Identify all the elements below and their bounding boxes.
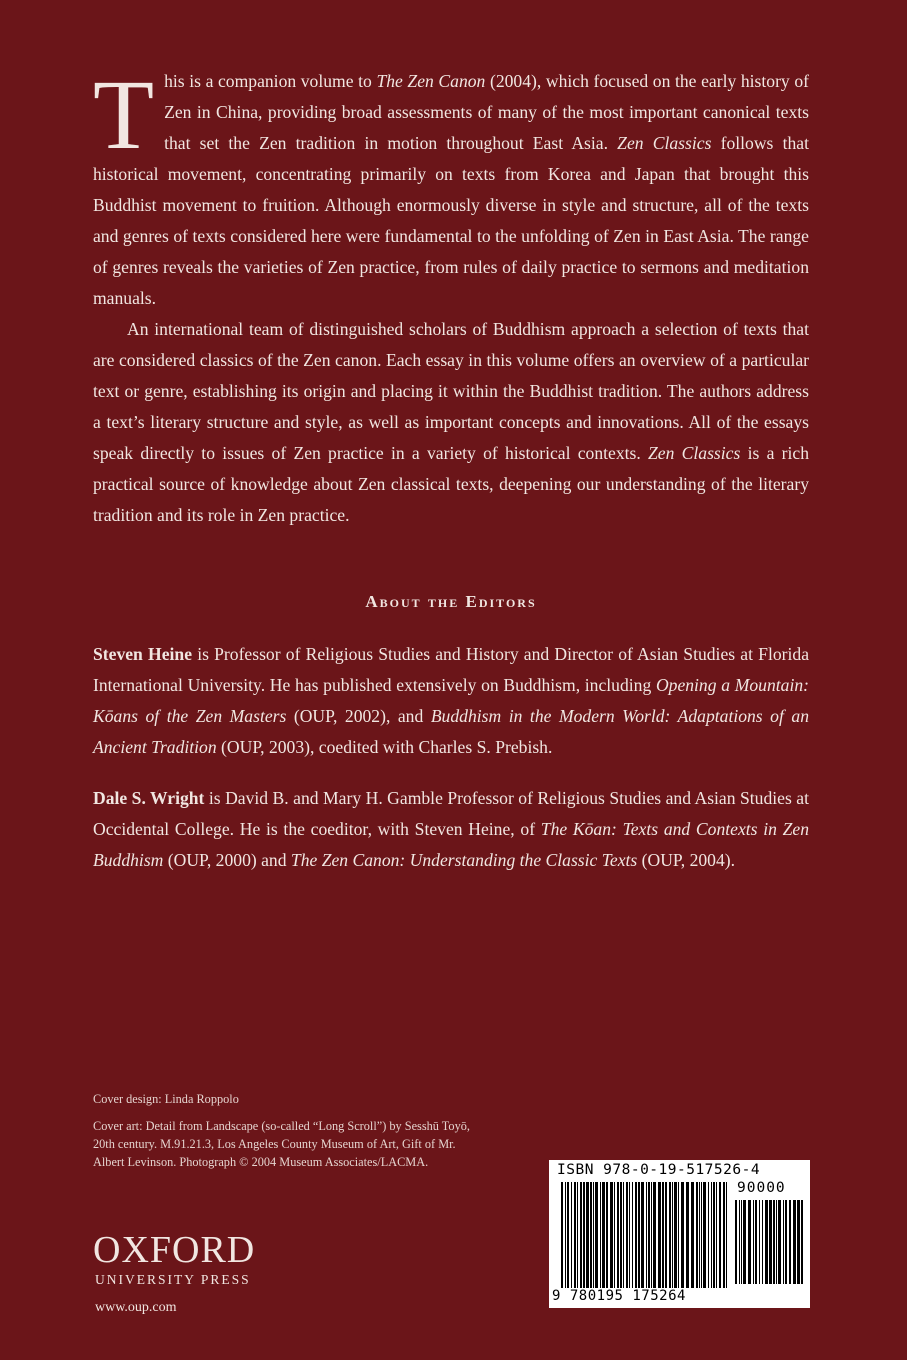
barcode-bar: [586, 1182, 589, 1288]
barcode-bar: [614, 1182, 615, 1288]
barcode-bar: [561, 1182, 563, 1288]
barcode-bars-main: [561, 1182, 727, 1288]
publisher-logo: [93, 1230, 293, 1316]
barcode-bar: [678, 1182, 679, 1288]
cover-credits: [93, 1090, 483, 1180]
barcode-bar: [743, 1200, 746, 1284]
barcode-bar: [726, 1182, 727, 1288]
barcode-bar: [793, 1200, 796, 1284]
barcode-bar: [669, 1182, 671, 1288]
cover-art-credit: Cover art: Detail from Landscape (so-called “Long Scroll”) by Sesshū Toyō, 20th century. M.91.21.3, Los Angeles County Museum of Art, Gift of Mr. Albert Levinson. Photograph © 2004 Museum Associates/LACMA.: [93, 1119, 470, 1169]
barcode-bar: [785, 1200, 787, 1284]
blurb-paragraph-2: [93, 314, 809, 531]
barcode-bar: [583, 1182, 585, 1288]
isbn-barcode: [549, 1160, 810, 1308]
drop-cap: T: [93, 59, 155, 170]
publisher-name: OXFORD: [93, 1229, 256, 1271]
barcode-bar: [648, 1182, 650, 1288]
barcode-bar: [778, 1200, 781, 1284]
barcode-bar: [635, 1182, 637, 1288]
barcode-bar: [617, 1182, 619, 1288]
barcode-bar: [623, 1182, 624, 1288]
barcode-bar: [703, 1182, 706, 1288]
barcode-bar: [713, 1182, 715, 1288]
italic-title: Opening a Mountain: Kōans of the Zen Masters: [93, 675, 809, 726]
italic-title: Zen Classics: [648, 443, 741, 463]
barcode-bar: [590, 1182, 592, 1288]
barcode-digits: 9 780195 175264: [552, 1288, 686, 1304]
barcode-bar: [638, 1182, 640, 1288]
editor-name: Dale S. Wright: [93, 788, 205, 808]
italic-title: The Kōan: Texts and Contexts in Zen Buddhism: [93, 819, 809, 870]
barcode-bar: [577, 1182, 578, 1288]
price-addon-label: 90000: [737, 1180, 786, 1196]
publisher-url: www.oup.com: [95, 1300, 177, 1315]
italic-title: Zen Classics: [617, 133, 712, 153]
barcode-bar: [632, 1182, 633, 1288]
editors-section: [93, 639, 809, 896]
barcode-bar: [797, 1200, 800, 1284]
text-run: (2004), which focused on the early history of Zen in China, providing broad assessments of many of the most important canonical texts that set the Zen tradition in motion throughout East Asia.: [164, 71, 809, 153]
about-editors-heading: About the Editors: [365, 592, 537, 611]
italic-title: Buddhism in the Modern World: Adaptations of an Ancient Tradition: [93, 706, 809, 757]
barcode-bar: [741, 1200, 742, 1284]
editor-bio-heine: [93, 639, 809, 763]
barcode-bar: [735, 1200, 737, 1284]
barcode-bar: [665, 1182, 667, 1288]
text-run: is a rich practical source of knowledge about Zen classical texts, deepening our understanding of the literary tradition and its role in Zen practice.: [93, 443, 809, 525]
publisher-press: UNIVERSITY PRESS: [95, 1272, 251, 1287]
barcode-bar: [753, 1200, 754, 1284]
barcode-bar: [765, 1200, 768, 1284]
barcode-bar: [701, 1182, 702, 1288]
barcode-bar: [686, 1182, 689, 1288]
barcode-bar: [759, 1200, 760, 1284]
barcode-bar: [708, 1182, 709, 1288]
editor-bio-wright: [93, 783, 809, 876]
barcode-bar: [776, 1200, 777, 1284]
isbn-label: ISBN 978-0-19-517526-4: [557, 1162, 761, 1178]
barcode-bar: [574, 1182, 576, 1288]
description-blurb: [93, 59, 809, 531]
barcode-bar: [789, 1200, 791, 1284]
editor-name: Steven Heine: [93, 644, 193, 664]
text-run: his is a companion volume to: [164, 71, 377, 91]
blurb-paragraph-1-text: [93, 59, 809, 308]
barcode-bar: [674, 1182, 677, 1288]
barcode-bar: [716, 1182, 717, 1288]
barcode-bar: [646, 1182, 647, 1288]
barcode-bar: [681, 1182, 684, 1288]
barcode-bar: [672, 1182, 673, 1288]
barcode-bar: [783, 1200, 784, 1284]
barcode-bar: [755, 1200, 757, 1284]
barcode-bar: [711, 1182, 712, 1288]
barcode-bar: [641, 1182, 644, 1288]
barcode-bar: [602, 1182, 605, 1288]
barcode-bar: [748, 1200, 751, 1284]
barcode-bar: [567, 1182, 569, 1288]
barcode-bar: [696, 1182, 698, 1288]
text-run: (OUP, 2002), and: [286, 706, 431, 726]
barcode-bar: [719, 1182, 721, 1288]
barcode-bar: [662, 1182, 664, 1288]
barcode-bar: [762, 1200, 763, 1284]
barcode-bar: [769, 1200, 772, 1284]
barcode-bar: [600, 1182, 601, 1288]
cover-design-credit: Cover design: Linda Roppolo: [93, 1092, 239, 1106]
barcode-bar: [626, 1182, 628, 1288]
text-run: follows that historical movement, concentrating primarily on texts from Korea and Japan that brought this Buddhist movement to fruition. Although enormously diverse in style and structure, all of the texts and genres of texts considered here were fundamental to the unfolding of Zen in East Asia. The range of genres reveals the varieties of Zen practice, from rules of daily practice to sermons and meditation manuals.: [93, 133, 809, 308]
barcode-bar: [739, 1200, 740, 1284]
barcode-bar: [606, 1182, 608, 1288]
blurb-paragraph-1: [93, 59, 809, 314]
barcode-bar: [571, 1182, 572, 1288]
italic-title: The Zen Canon: Understanding the Classic Texts: [290, 850, 638, 870]
italic-title: The Zen Canon: [376, 71, 486, 91]
text-run: (OUP, 2004).: [637, 850, 736, 870]
barcode-bar: [595, 1182, 598, 1288]
barcode-bar: [651, 1182, 652, 1288]
text-run: (OUP, 2000) and: [163, 850, 291, 870]
barcode-bar: [691, 1182, 694, 1288]
barcode-bar: [620, 1182, 622, 1288]
text-run: is Professor of Religious Studies and History and Director of Asian Studies at Florida International University. He has published extensively on Buddhism, including: [93, 644, 809, 695]
barcode-bar: [610, 1182, 613, 1288]
barcode-bar: [723, 1182, 725, 1288]
barcode-bar: [773, 1200, 775, 1284]
barcode-bars-addon: [735, 1200, 805, 1284]
barcode-bar: [801, 1200, 803, 1284]
barcode-bar: [653, 1182, 656, 1288]
text-run: is David B. and Mary H. Gamble Professor of Religious Studies and Asian Studies at Occidental College. He is the coeditor, with Steven Heine, of: [93, 788, 809, 839]
barcode-bar: [629, 1182, 630, 1288]
barcode-bar: [580, 1182, 582, 1288]
barcode-bar: [658, 1182, 661, 1288]
text-run: (OUP, 2003), coedited with Charles S. Prebish.: [216, 737, 553, 757]
text-run: An international team of distinguished scholars of Buddhism approach a selection of texts that are considered classics of the Zen canon. Each essay in this volume offers an overview of a particular text or genre, establishing its origin and placing it within the Buddhist tradition. The authors address a text’s literary structure and style, as well as important concepts and innovations. All of the essays speak directly to issues of Zen practice in a variety of historical contexts.: [93, 319, 809, 463]
barcode-bar: [565, 1182, 566, 1288]
barcode-bar: [593, 1182, 594, 1288]
barcode-bar: [699, 1182, 700, 1288]
